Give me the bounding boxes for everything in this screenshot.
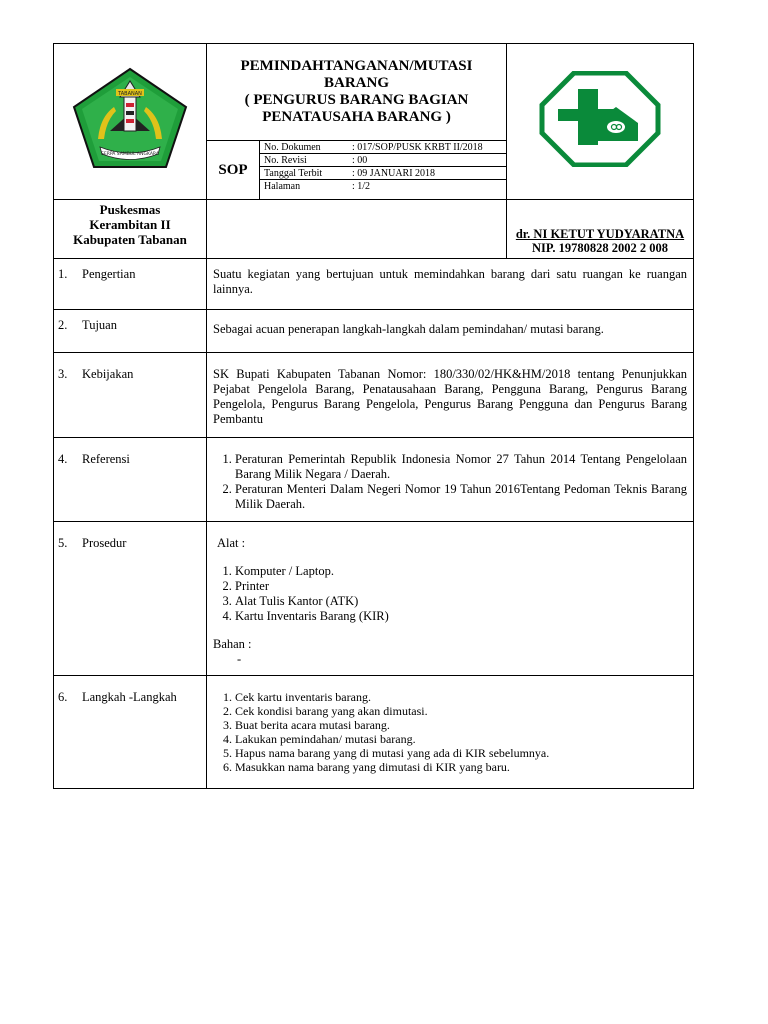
section-title: Pengertian xyxy=(82,267,136,281)
list-item: 1. Komputer / Laptop. xyxy=(235,564,687,579)
bahan-label: Bahan : xyxy=(213,637,252,651)
tabanan-regency-emblem-icon xyxy=(70,67,190,171)
section-number: 3. xyxy=(58,367,68,381)
meta-value: : 09 JANUARI 2018 xyxy=(352,168,436,179)
section-title: Kebijakan xyxy=(82,367,134,381)
section-content xyxy=(207,438,694,522)
org-line-3: Kabupaten Tabanan xyxy=(73,232,187,247)
section-number: 2. xyxy=(58,318,68,332)
section-row-tujuan xyxy=(54,310,694,353)
section-content: Suatu kegiatan yang bertujuan untuk memindahkan barang dari satu ruangan ke ruangan lainnya. xyxy=(207,259,694,310)
section-label xyxy=(54,310,207,353)
section-content: Sebagai acuan penerapan langkah-langkah dalam pemindahan/ mutasi barang. xyxy=(207,310,694,353)
section-label xyxy=(54,259,207,310)
meta-value: : 1/2 xyxy=(352,181,371,192)
title-cell xyxy=(207,44,507,200)
emblem-ribbon-text: SERPA SAMBUL ANGKARA xyxy=(101,152,159,157)
sop-header-table xyxy=(53,43,694,259)
section-content xyxy=(207,676,694,789)
section-number: 5. xyxy=(58,536,68,550)
list-item: 3. Alat Tulis Kantor (ATK) xyxy=(235,594,687,609)
blank-cell xyxy=(207,200,507,259)
section-content: SK Bupati Kabupaten Tabanan Nomor: 180/330/02/HK&HM/2018 tentang Penunjukkan Pejabat Pengelola Barang, Penatausahaan Barang, Pengguna Barang, Pengurus Barang Pengelola, Pengurus Barang Pengelola, Pengurus Barang Pengguna dan Pengurus Barang Pembantu xyxy=(207,353,694,438)
list-item: 2. Peraturan Menteri Dalam Negeri Nomor 19 Tahun 2016Tentang Pedoman Teknis Barang Milik Daerah. xyxy=(235,482,687,512)
signer-name: dr. NI KETUT YUDYARATNA xyxy=(515,227,685,241)
sop-body-table xyxy=(53,258,694,789)
right-logo-cell xyxy=(507,44,694,200)
section-number: 4. xyxy=(58,452,68,466)
section-number: 1. xyxy=(58,267,68,281)
section-label xyxy=(54,522,207,676)
section-number: 6. xyxy=(58,690,68,704)
left-logo-cell xyxy=(54,44,207,200)
list-item: 5. Hapus nama barang yang di mutasi yang ada di KIR sebelumnya. xyxy=(235,746,687,760)
section-title: Tujuan xyxy=(82,318,117,332)
sop-label: SOP xyxy=(207,141,260,199)
section-row-prosedur xyxy=(54,522,694,676)
list-item: 4. Lakukan pemindahan/ mutasi barang. xyxy=(235,732,687,746)
organization-cell xyxy=(54,200,207,259)
title-line-2: BARANG xyxy=(323,75,389,91)
signer-nip: NIP. 19780828 2002 2 008 xyxy=(531,241,668,255)
meta-key: Halaman xyxy=(264,181,301,192)
emblem-banner-text: TABANAN xyxy=(118,91,142,97)
meta-row-document-number xyxy=(260,141,506,154)
list-item: 2. Cek kondisi barang yang akan dimutasi. xyxy=(235,704,687,718)
org-line-2: Kerambitan II xyxy=(89,217,171,232)
bahan-value: - xyxy=(237,652,242,666)
list-item: 1. Cek kartu inventaris barang. xyxy=(235,690,687,704)
org-line-1: Puskesmas xyxy=(99,202,161,217)
list-item: 1. Peraturan Pemerintah Republik Indonesia Nomor 27 Tahun 2014 Tentang Pengelolaan Barang Milik Negara / Daerah. xyxy=(235,452,687,482)
title-line-3: ( PENGURUS BARANG BAGIAN xyxy=(244,92,469,108)
section-title: Prosedur xyxy=(82,536,127,550)
list-item: 6. Masukkan nama barang yang dimutasi di KIR yang baru. xyxy=(235,760,687,774)
meta-key: Tanggal Terbit xyxy=(264,168,323,179)
section-title: Referensi xyxy=(82,452,130,466)
list-item: 2. Printer xyxy=(235,579,687,594)
title-line-4: PENATAUSAHA BARANG ) xyxy=(262,109,451,125)
meta-value: : 00 xyxy=(352,155,368,166)
section-title: Langkah -Langkah xyxy=(82,690,177,704)
section-row-referensi xyxy=(54,438,694,522)
puskesmas-cross-logo-icon xyxy=(538,71,662,167)
meta-row-revision xyxy=(260,154,506,167)
sop-document xyxy=(53,43,693,789)
section-row-kebijakan xyxy=(54,353,694,438)
section-label xyxy=(54,438,207,522)
alat-label: Alat : xyxy=(217,536,246,550)
section-row-pengertian xyxy=(54,259,694,310)
section-label xyxy=(54,676,207,789)
meta-key: No. Dokumen xyxy=(264,142,321,153)
meta-key: No. Revisi xyxy=(264,155,307,166)
document-title xyxy=(207,44,506,141)
section-row-langkah xyxy=(54,676,694,789)
title-line-1: PEMINDAHTANGANAN/MUTASI xyxy=(240,58,473,74)
signer-cell xyxy=(507,200,694,259)
meta-row-page xyxy=(260,180,506,192)
list-item: 4. Kartu Inventaris Barang (KIR) xyxy=(235,609,687,624)
meta-value: : 017/SOP/PUSK KRBT II/2018 xyxy=(352,142,483,153)
meta-row-issue-date xyxy=(260,167,506,180)
section-content xyxy=(207,522,694,676)
document-meta xyxy=(207,141,506,199)
section-label xyxy=(54,353,207,438)
list-item: 3. Buat berita acara mutasi barang. xyxy=(235,718,687,732)
